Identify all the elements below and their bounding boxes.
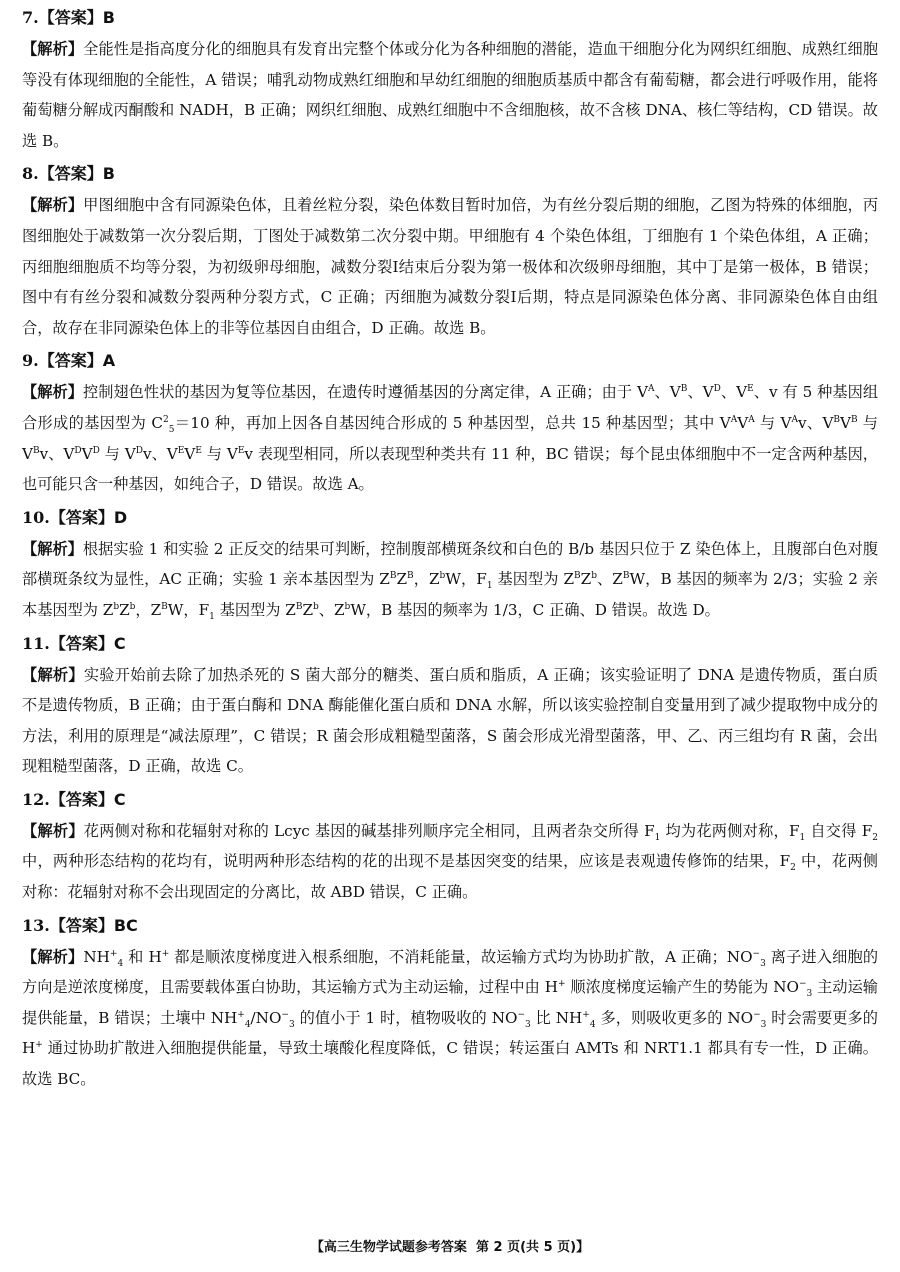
- question-9: [22, 347, 878, 499]
- question-8-analysis: 【解析】甲图细胞中含有同源染色体，且着丝粒分裂，染色体数目暂时加倍，为有丝分裂后期的细胞，乙图为特殊的体细胞，丙图细胞处于减数第一次分裂后期，丁图处于减数第二次分裂中期。甲细胞有 4 个染色体组，丁细胞有 1 个染色体组，A 正确；丙细胞细胞质不均等分裂，为初级卵母细胞，减数分裂Ⅰ结束后分裂为第一极体和次级卵母细胞，其中丁是第一极体，B 错误；图中有有丝分裂和减数分裂两种分裂方式，C 正确；丙细胞为减数分裂Ⅰ后期，特点是同源染色体分离、非同源染色体自由组合，故存在非同源染色体上的非等位基因自由组合，D 正确。故选 B。: [22, 196, 879, 337]
- question-10: [22, 504, 878, 626]
- footer-title: 【高三生物学试题参考答案: [310, 1240, 467, 1255]
- question-8: [22, 160, 878, 343]
- question-10-answer-line: 10.【答案】D: [22, 507, 128, 527]
- question-12-answer-line: 12.【答案】C: [22, 789, 126, 809]
- question-11-answer-line: 11.【答案】C: [22, 633, 126, 653]
- question-12: [22, 786, 878, 908]
- question-13-analysis: 【解析】$NH^+_4$ 和 H+ 都是顺浓度梯度进入根系细胞，不消耗能量，故运输方式均为协助扩散，A 正确；$NO^-_3$ 离子进入细胞的方向是逆浓度梯度，且需要载体蛋白协助，其运输方式为主动运输，过程中由 H+ 顺浓度梯度运输产生的势能为 $NO^-_3$ 主动运输提供能量，B 错误；土壤中 $NH^+_4/NO^-_3$ 的值小于 1 时，植物吸收的 $NO^-_3$ 比 $NH^+_4$ 多，则吸收更多的 $NO^-_3$ 时会需要更多的 H+ 通过协助扩散进入细胞提供能量，导致土壤酸化程度降低，C 错误；转运蛋白 AMTs 和 NRT1.1 都具有专一性，D 正确。故选 BC。: [22, 947, 879, 1089]
- question-13-answer-line: 13.【答案】BC: [22, 915, 138, 935]
- question-7: [22, 4, 878, 156]
- question-11-analysis: 【解析】实验开始前去除了加热杀死的 S 菌大部分的糖类、蛋白质和脂质，A 正确；该实验证明了 DNA 是遗传物质，蛋白质不是遗传物质，B 正确；由于蛋白酶和 DNA 酶能催化蛋白质和 DNA 水解，所以该实验控制自变量用到了减少提取物中成分的方法，利用的原理是“减法原理”，C 错误；R 菌会形成粗糙型菌落，S 菌会形成光滑型菌落，甲、乙、丙三组均有 R 菌，会出现粗糙型菌落，D 正确，故选 C。: [22, 665, 878, 776]
- question-13: [22, 912, 878, 1095]
- question-11: [22, 630, 878, 782]
- question-8-answer-line: 8.【答案】B: [22, 164, 115, 184]
- question-12-analysis: 【解析】花两侧对称和花辐射对称的 Lcyc 基因的碱基排列顺序完全相同，且两者杂交所得 $F_1$ 均为花两侧对称，$F_1$ 自交得 $F_2$ 中，两种形态结构的花均有，说明两种形态结构的花的出现不是基因突变的结果，应该是表观遗传修饰的结果，$F_2$ 中，花两侧对称：花辐射对称不会出现固定的分离比，故 ABD 错误，C 正确。: [22, 821, 879, 902]
- question-7-answer-line: 7.【答案】B: [22, 8, 115, 27]
- question-9-analysis: 【解析】控制翅色性状的基因为复等位基因，在遗传时遵循基因的分离定律，A 正确；由于 $V^A$、$V^B$、$V^D$、$V^E$、v 有 5 种基因组合形成的基因型为 $C^2_5=10$ 种，再加上因各自基因纯合形成的 5 种基因型，总共 15 种基因型；其中 $V^AV^A$ 与 $V^Av$、$V^BV^B$ 与 $V^Bv$、$V^DV^D$ 与 $V^Dv$、$V^EV^E$ 与 $V^Ev$ 表现型相同，所以表现型种类共有 11 种，BC 错误；每个昆虫体细胞中不一定含两种基因，也可能只含一种基因，如纯合子，D 错误。故选 A。: [22, 383, 879, 494]
- question-10-analysis: 【解析】根据实验 1 和实验 2 正反交的结果可判断，控制腹部横斑条纹和白色的 B/b 基因只位于 Z 染色体上，且腹部白色对腹部横斑条纹为显性，AC 正确；实验 1 亲本基因型为 $Z^BZ^B$，$Z^bW$，$F_1$ 基因型为 $Z^BZ^b$、$Z^BW$，B 基因的频率为 2/3；实验 2 亲本基因型为 $Z^bZ^b$，$Z^BW$，$F_1$ 基因型为 $Z^BZ^b$、$Z^bW$，B 基因的频率为 1/3，C 正确、D 错误。故选 D。: [22, 539, 879, 622]
- footer-page-number: 第 2 页(共 5 页)】: [476, 1240, 590, 1255]
- question-9-answer-line: 9.【答案】A: [22, 351, 116, 371]
- page-footer: [0, 1236, 900, 1255]
- question-7-analysis: 【解析】全能性是指高度分化的细胞具有发育出完整个体或分化为各种细胞的潜能，造血干细胞分化为网织红细胞、成熟红细胞等没有体现细胞的全能性，A 错误；哺乳动物成熟红细胞和早幼红细胞的细胞质基质中都含有葡萄糖，都会进行呼吸作用，能将葡萄糖分解成丙酮酸和 NADH，B 正确；网织红细胞、成熟红细胞中不含细胞核，故不含核 DNA、核仁等结构，CD 错误。故选 B。: [22, 40, 879, 150]
